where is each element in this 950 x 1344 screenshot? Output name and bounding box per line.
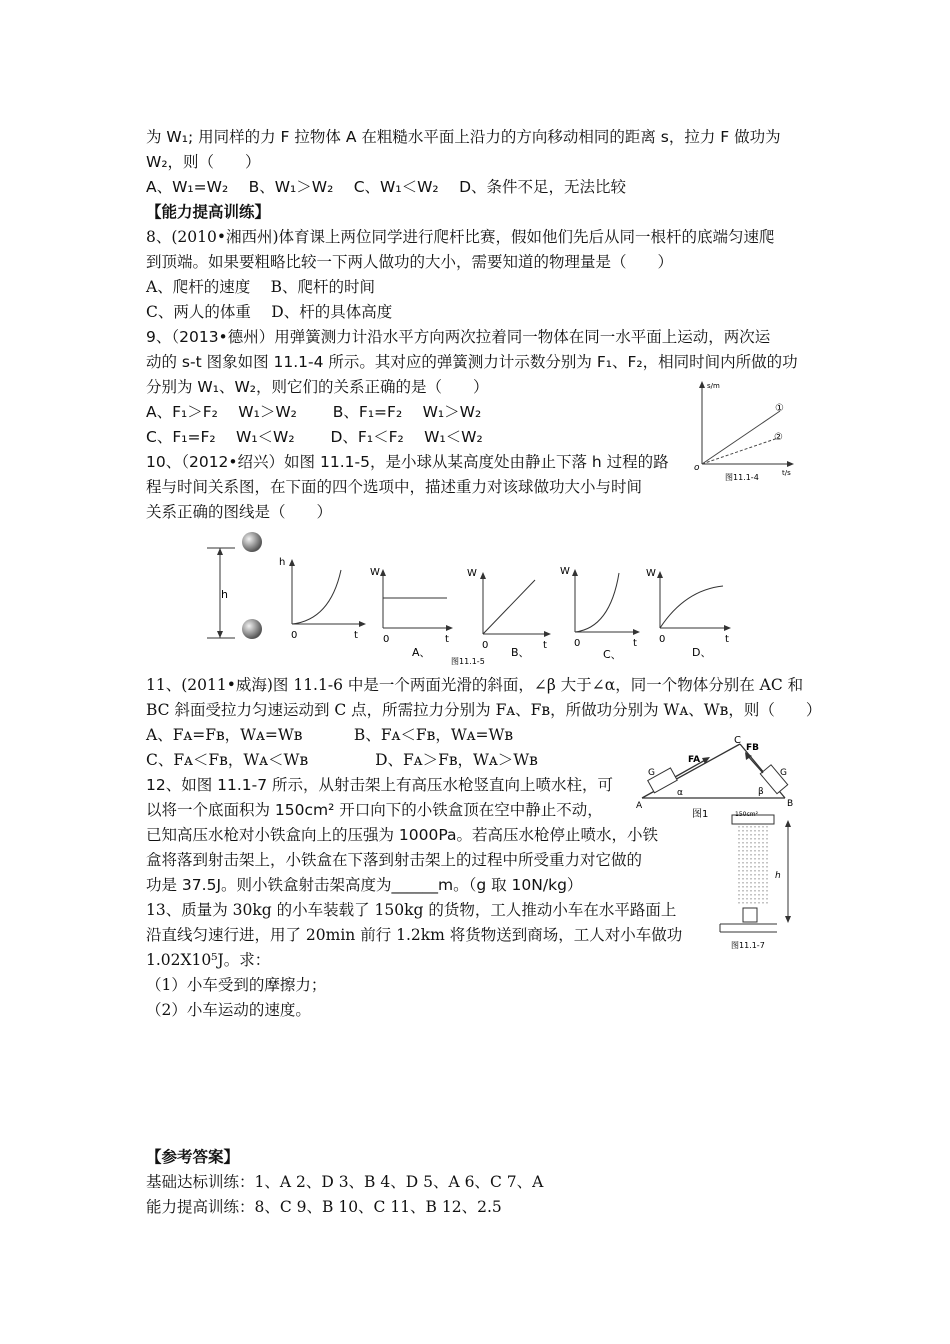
question-10: 10、（2012•绍兴）如图 11.1-5，是小球从某高度处由静止下落 h 过程的路: [146, 453, 669, 471]
svg-text:h: h: [279, 557, 286, 568]
graph-option-a: [370, 567, 453, 659]
area-label: 150cm²: [735, 811, 759, 818]
question-8-options: A、爬杆的速度 B、爬杆的时间: [146, 278, 376, 296]
answers-basic: 基础达标训练：1、A 2、D 3、B 4、D 5、A 6、C 7、A: [146, 1173, 544, 1191]
question-11-options: A、Fᴀ=Fʙ，Wᴀ=Wʙ B、Fᴀ＜Fʙ，Wᴀ=Wʙ: [146, 726, 514, 744]
angle-beta: β: [758, 787, 764, 797]
svg-text:W: W: [646, 568, 656, 579]
option-label-d: D、: [692, 646, 712, 659]
question-12: 12、如图 11.1-7 所示，从射击架上有高压水枪竖直向上喷水柱，可: [146, 776, 614, 794]
option-label-c: C、: [603, 648, 622, 661]
figure-caption: 图11.1-4: [725, 473, 759, 482]
answers-heading: 【参考答案】: [146, 1147, 240, 1166]
text-line: 程与时间关系图，在下面的四个选项中，描述重力对该球做功大小与时间: [146, 478, 643, 496]
vertex-a: A: [636, 801, 643, 811]
svg-text:t: t: [725, 634, 729, 645]
sub-question: （2）小车运动的速度。: [146, 1001, 311, 1019]
line-2-label: ②: [774, 432, 783, 443]
text-line: 到顶端。如果要粗略比较一下两人做功的大小，需要知道的物理量是（ ）: [146, 253, 674, 271]
graph-option-c: [560, 566, 640, 661]
figure-caption: 图11.1-5: [451, 657, 485, 666]
gravity-label: G: [648, 768, 655, 778]
text-line: 盒将落到射击架上，小铁盒在下落到射击架上的过程中所受重力对它做的: [146, 851, 643, 869]
graph-option-b: [467, 568, 551, 659]
height-label: h: [221, 588, 228, 601]
height-label: h: [775, 871, 781, 881]
origin-label: o: [694, 463, 700, 473]
svg-text:W: W: [370, 567, 380, 578]
vertex-c: C: [734, 735, 741, 746]
question-9-options: A、F₁＞F₂ W₁＞W₂ B、F₁=F₂ W₁＞W₂: [146, 403, 482, 421]
figure-11-1-7: [715, 808, 800, 953]
option-label-a: A、: [412, 646, 431, 659]
angle-alpha: α: [677, 788, 683, 798]
graph-option-d: [646, 568, 731, 659]
force-fa: FA: [688, 755, 701, 765]
text-line: 1.02X10⁵J。求：: [146, 951, 271, 969]
text-line: 已知高压水枪对小铁盒向上的压强为 1000Pa。若高压水枪停止喷水，小铁: [146, 826, 659, 844]
question-8-options: C、两人的体重 D、杆的具体高度: [146, 303, 393, 321]
text-line: W₂，则（ ）: [146, 153, 261, 171]
question-11: 11、(2011•威海)图 11.1-6 中是一个两面光滑的斜面，∠β 大于∠α，同一个物体分别在 AC 和: [146, 676, 804, 694]
axis-label-s: s/m: [707, 382, 720, 390]
svg-text:0: 0: [291, 630, 298, 641]
text-line: 为 W₁; 用同样的力 F 拉物体 A 在粗糙水平面上沿力的方向移动相同的距离 s，拉力 F 做功为: [146, 128, 781, 146]
option-label-b: B、: [511, 646, 530, 659]
svg-text:t: t: [633, 638, 637, 649]
text-line: 以将一个底面积为 150cm² 开口向下的小铁盒顶在空中静止不动，: [146, 801, 603, 819]
sub-question: （1）小车受到的摩擦力；: [146, 976, 327, 994]
axis-label-t: t/s: [782, 469, 791, 477]
svg-text:W: W: [467, 568, 477, 579]
figure-11-1-5: [205, 528, 745, 668]
question-11-options: C、Fᴀ＜Fʙ，Wᴀ＜Wʙ D、Fᴀ＞Fʙ，Wᴀ＞Wʙ: [146, 751, 538, 769]
figure-caption: 图1: [692, 809, 709, 820]
section-heading: 【能力提高训练】: [146, 202, 271, 221]
question-8: 8、(2010•湘西州)体育课上两位同学进行爬杆比赛，假如他们先后从同一根杆的底端匀速爬: [146, 228, 775, 246]
text-line: BC 斜面受拉力匀速运动到 C 点，所需拉力分别为 Fᴀ、Fʙ，所做功分别为 Wᴀ、Wʙ，则（ ）: [146, 701, 822, 719]
question-13: 13、质量为 30kg 的小车装载了 150kg 的货物，工人推动小车在水平路面上: [146, 901, 677, 919]
text-line: 关系正确的图线是（ ）: [146, 503, 333, 521]
svg-text:0: 0: [482, 640, 489, 651]
line-1-label: ①: [775, 403, 784, 414]
text-line: 沿直线匀速行进，用了 20min 前行 1.2km 将货物送到商场，工人对小车做功: [146, 926, 683, 944]
question-7-options: A、W₁=W₂ B、W₁＞W₂ C、W₁＜W₂ D、条件不足，无法比较: [146, 178, 627, 196]
svg-text:t: t: [543, 640, 547, 651]
svg-text:0: 0: [659, 634, 666, 645]
gravity-label: G: [780, 768, 787, 778]
svg-text:0: 0: [383, 634, 390, 645]
text-line: 分别为 W₁、W₂，则它们的关系正确的是（ ）: [146, 378, 489, 396]
question-9-options: C、F₁=F₂ W₁＜W₂ D、F₁＜F₂ W₁＜W₂: [146, 428, 483, 446]
ball-bottom: [242, 619, 262, 639]
vertex-b: B: [787, 799, 794, 809]
question-9: 9、（2013•德州）用弹簧测力计沿水平方向两次拉着同一物体在同一水平面上运动，两次运: [146, 328, 771, 346]
figure-11-1-4: [690, 378, 800, 483]
svg-text:0: 0: [574, 638, 581, 649]
svg-text:W: W: [560, 566, 570, 577]
text-line: 动的 s-t 图象如图 11.1-4 所示。其对应的弹簧测力计示数分别为 F₁、F₂，相同时间内所做的功: [146, 353, 798, 371]
figure-caption: 图11.1-7: [731, 941, 765, 950]
text-line: 功是 37.5J。则小铁盒射击架高度为______m。（g 取 10N/kg）: [146, 876, 583, 894]
svg-text:t: t: [445, 634, 449, 645]
svg-text:t: t: [354, 630, 358, 641]
ball-top: [242, 532, 262, 552]
force-fb: FB: [746, 743, 760, 753]
graph-h-t: [279, 557, 366, 641]
answers-advanced: 能力提高训练：8、C 9、B 10、C 11、B 12、2.5: [146, 1198, 502, 1216]
